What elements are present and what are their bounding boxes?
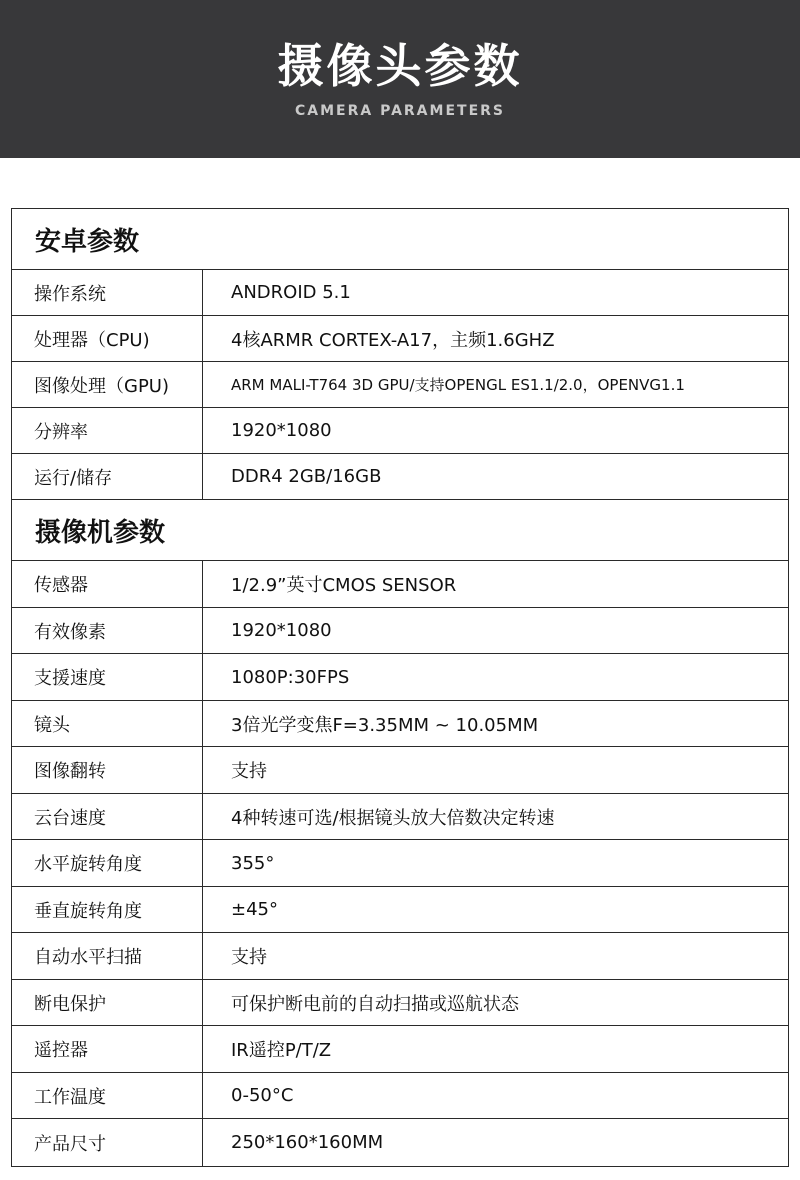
spec-value: 250*160*160MM xyxy=(231,1132,384,1153)
spec-label: 传感器 xyxy=(12,561,203,607)
spec-label: 操作系统 xyxy=(12,270,203,315)
section-title: 安卓参数 xyxy=(12,209,788,270)
spec-value: ±45° xyxy=(231,899,278,920)
spec-value: 0-50°C xyxy=(231,1085,294,1106)
spec-value: 3倍光学变焦F=3.35MM ~ 10.05MM xyxy=(231,714,539,736)
table-row xyxy=(12,270,788,316)
spec-label: 垂直旋转角度 xyxy=(12,887,203,932)
section-title: 摄像机参数 xyxy=(12,500,788,561)
spec-value: 1920*1080 xyxy=(231,620,332,641)
spec-label: 有效像素 xyxy=(12,608,203,653)
table-row xyxy=(12,362,788,408)
spec-label: 分辨率 xyxy=(12,408,203,453)
spec-value: 1080P:30FPS xyxy=(231,666,350,688)
table-row xyxy=(12,1073,788,1119)
table-row xyxy=(12,747,788,794)
spec-label: 处理器（CPU) xyxy=(12,316,203,361)
table-row xyxy=(12,701,788,747)
spec-label: 图像处理（GPU) xyxy=(12,362,203,407)
table-row xyxy=(12,408,788,454)
page-title: 摄像头参数 xyxy=(277,39,523,93)
spec-label: 支援速度 xyxy=(12,654,203,700)
table-row xyxy=(12,1026,788,1073)
spec-value: 1/2.9”英寸CMOS SENSOR xyxy=(231,575,457,596)
spec-label: 镜头 xyxy=(12,701,203,746)
spec-value: 1920*1080 xyxy=(231,420,332,441)
spec-label: 水平旋转角度 xyxy=(12,840,203,886)
spec-label: 产品尺寸 xyxy=(12,1119,203,1166)
spec-label: 云台速度 xyxy=(12,794,203,839)
spec-value: 4种转速可选/根据镜头放大倍数决定转速 xyxy=(231,807,555,829)
spec-value: 支持 xyxy=(231,761,267,782)
spec-value: 支持 xyxy=(231,947,267,968)
table-row xyxy=(12,980,788,1026)
spec-label: 遥控器 xyxy=(12,1026,203,1072)
table-row xyxy=(12,654,788,701)
table-row xyxy=(12,454,788,500)
spec-value: 可保护断电前的自动扫描或巡航状态 xyxy=(231,993,519,1015)
spec-value: 355° xyxy=(231,852,275,874)
spec-label: 断电保护 xyxy=(12,980,203,1025)
spec-label: 工作温度 xyxy=(12,1073,203,1118)
table-row xyxy=(12,794,788,840)
spec-label: 自动水平扫描 xyxy=(12,933,203,979)
spec-value: ANDROID 5.1 xyxy=(231,282,351,303)
table-row xyxy=(12,840,788,887)
header-banner xyxy=(0,0,800,158)
table-row xyxy=(12,1119,788,1166)
table-row xyxy=(12,608,788,654)
spec-value: IR遥控P/T/Z xyxy=(231,1040,332,1061)
spec-value: DDR4 2GB/16GB xyxy=(231,466,382,487)
spec-table xyxy=(11,208,789,1167)
table-row xyxy=(12,316,788,362)
spec-label: 图像翻转 xyxy=(12,747,203,793)
spec-value: 4核ARMR CORTEX-A17，主频1.6GHZ xyxy=(231,329,555,351)
table-row xyxy=(12,561,788,608)
page-subtitle: CAMERA PARAMETERS xyxy=(295,103,505,119)
table-row xyxy=(12,887,788,933)
table-row xyxy=(12,933,788,980)
spec-value: ARM MALI-T764 3D GPU/支持OPENGL ES1.1/2.0，OPENVG1.1 xyxy=(231,376,685,394)
spec-label: 运行/储存 xyxy=(12,454,203,499)
